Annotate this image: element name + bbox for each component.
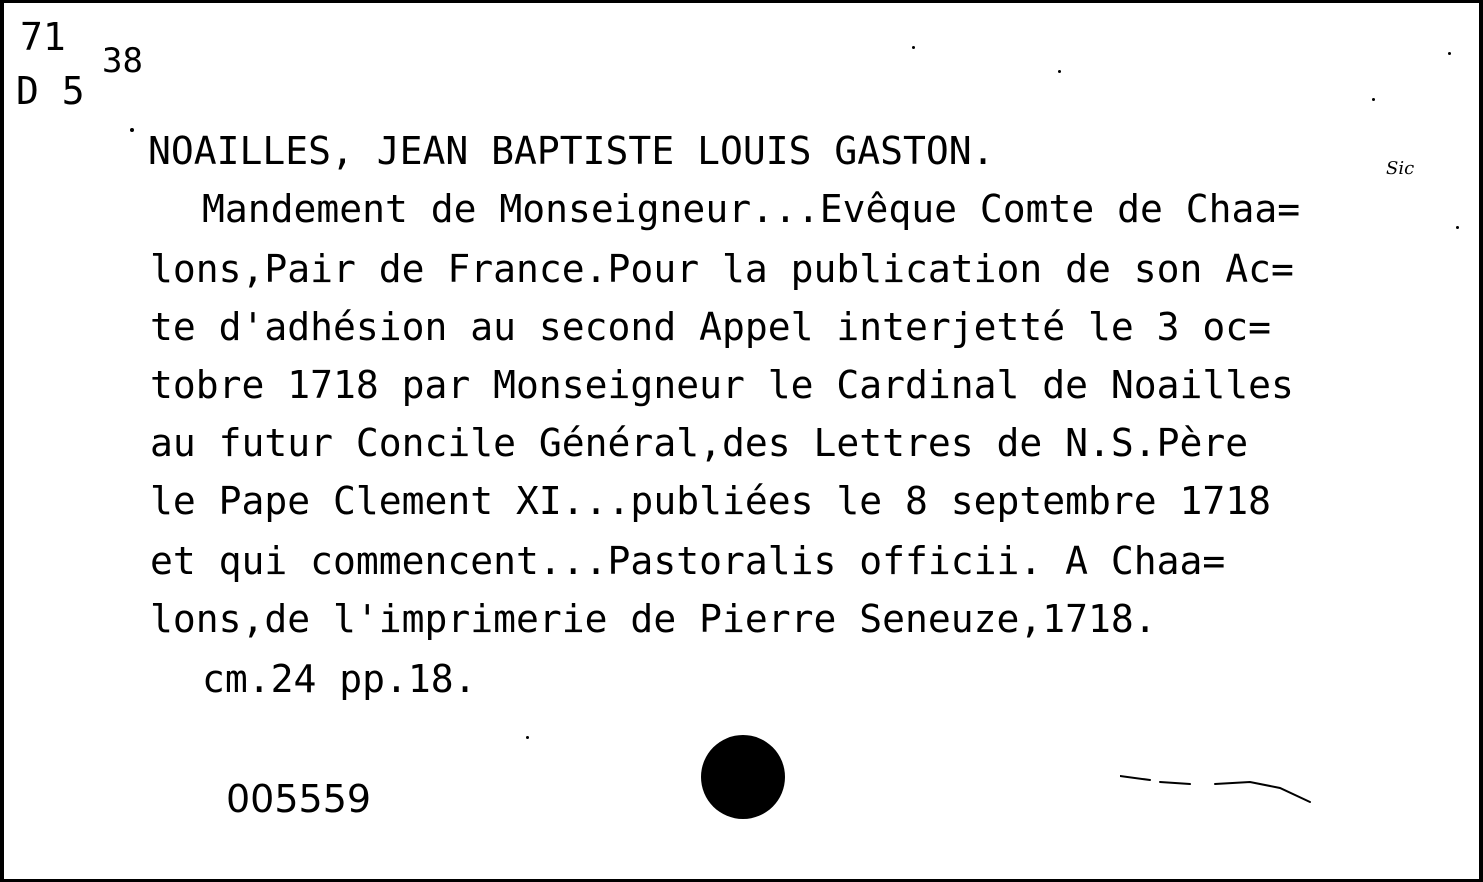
card-border-top	[0, 0, 1483, 3]
author-heading: NOAILLES, JEAN BAPTISTE LOUIS GASTON.	[148, 129, 995, 173]
card-border-left	[0, 0, 4, 882]
call-number-superscript: 38	[102, 41, 143, 81]
body-line-7: et qui commencent...Pastoralis officii. A Chaa=	[150, 539, 1226, 583]
speck	[1372, 98, 1375, 101]
pencil-stroke-mark	[1120, 770, 1320, 810]
body-line-5: au futur Concile Général,des Lettres de N.S.Père	[150, 421, 1249, 465]
call-number-line-1: 71	[20, 15, 66, 59]
call-number-line-2: D 5	[16, 69, 85, 113]
speck	[1456, 226, 1459, 229]
handwritten-sic-note: Sic	[1386, 158, 1415, 179]
speck	[1448, 52, 1451, 55]
body-line-8: lons,de l'imprimerie de Pierre Seneuze,1718.	[150, 597, 1157, 641]
accession-number: 005559	[226, 777, 372, 821]
speck	[130, 128, 134, 132]
body-line-3: te d'adhésion au second Appel interjetté le 3 oc=	[150, 305, 1272, 349]
body-line-6: le Pape Clement XI...publiées le 8 septembre 1718	[150, 479, 1272, 523]
speck	[526, 736, 529, 739]
punch-hole	[701, 735, 785, 819]
card-border-right	[1479, 0, 1483, 882]
body-line-4: tobre 1718 par Monseigneur le Cardinal de Noailles	[150, 363, 1294, 407]
body-line-2: lons,Pair de France.Pour la publication de son Ac=	[150, 247, 1294, 291]
speck	[912, 46, 915, 49]
body-line-1: Mandement de Monseigneur...Evêque Comte de Chaa=	[202, 187, 1301, 231]
collation-line: cm.24 pp.18.	[202, 657, 477, 701]
speck	[1058, 70, 1061, 73]
